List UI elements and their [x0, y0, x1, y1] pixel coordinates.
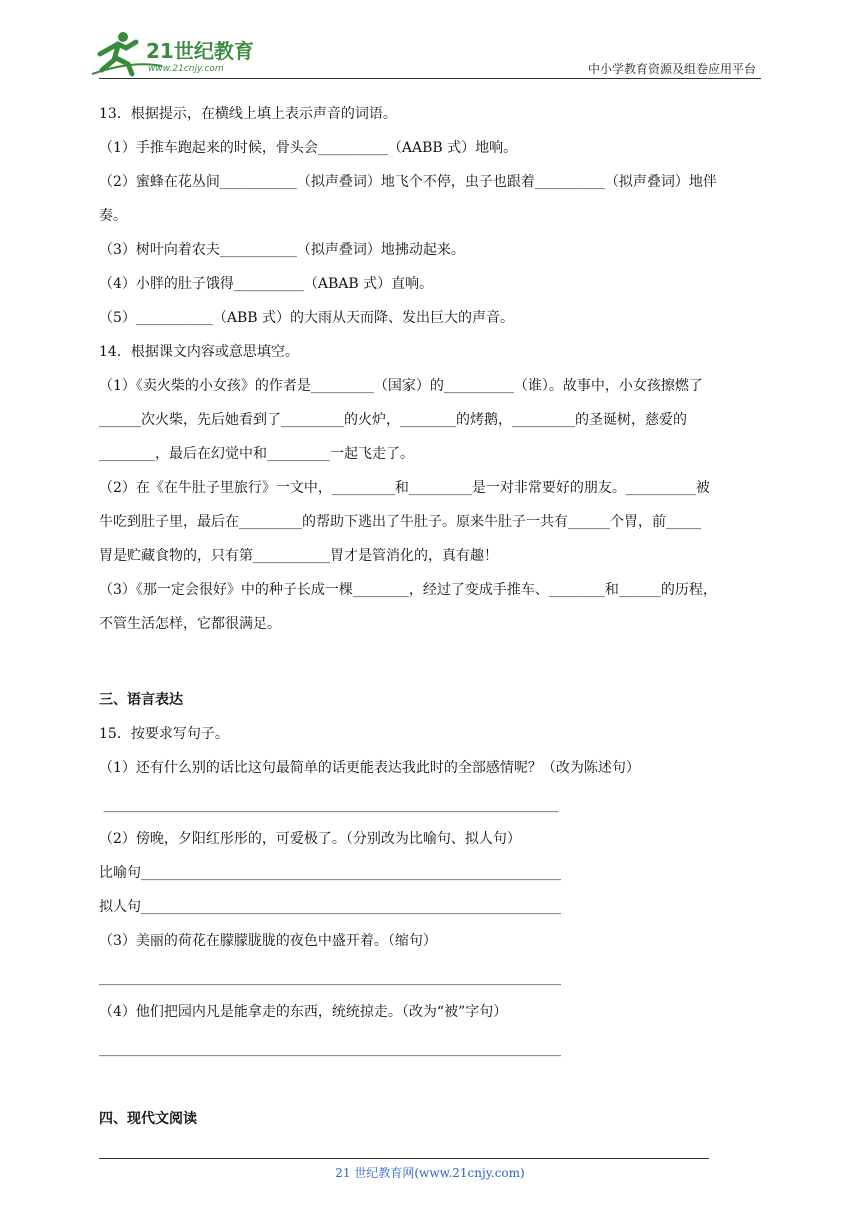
q15-item-1: （1）还有什么别的话比这句最简单的话更能表达我此时的全部感情呢？（改为陈述句） — [99, 760, 640, 776]
footer-divider — [99, 1158, 709, 1159]
q13-item-4: （4）小胖的肚子饿得__________（ABAB 式）直响。 — [99, 276, 434, 292]
platform-title: 中小学教育资源及组卷应用平台 — [587, 62, 756, 76]
q15-item-2: （2）傍晚，夕阳红彤彤的，可爱极了。（分别改为比喻句、拟人句） — [99, 831, 521, 847]
q15-item-3-answer-line[interactable]: __________________________________________________________________ — [99, 970, 561, 986]
logo-url: www.21cnjy.com — [148, 64, 224, 74]
q14-title: 14．根据课文内容或意思填空。 — [99, 344, 299, 360]
q13-item-5: （5）___________（ABB 式）的大雨从天而降、发出巨大的声音。 — [99, 310, 515, 326]
logo-text: 21世纪教育 — [146, 39, 254, 63]
q14-item-1-cont2: ________，最后在幻觉中和_________一起飞走了。 — [99, 446, 414, 462]
q14-item-1-cont: ______次火柴，先后她看到了_________的火炉，________的烤鹅，_________的圣诞树，慈爱的 — [99, 412, 687, 428]
q15-simile-answer-line[interactable]: 比喻句____________________________________________________________ — [99, 865, 561, 881]
q15-item-3: （3）美丽的荷花在朦朦胧胧的夜色中盛开着。（缩句） — [99, 933, 437, 949]
q14-item-3: （3）《那一定会很好》中的种子长成一棵________，经过了变成手推车、________和______的历程， — [99, 582, 717, 598]
q13-title: 13．根据提示，在横线上填上表示声音的词语。 — [99, 106, 397, 122]
q14-item-2-cont2: 胃是贮藏食物的，只有第___________胃才是管消化的，真有趣！ — [99, 548, 498, 564]
q15-item-4-answer-line[interactable]: __________________________________________________________________ — [99, 1041, 561, 1057]
q15-item-1-answer-line[interactable]: _________________________________________________________________ — [99, 797, 559, 813]
q13-item-3: （3）树叶向着农夫___________（拟声叠词）地拂动起来。 — [99, 242, 465, 258]
footer-site-link[interactable]: 21 世纪教育网(www.21cnjy.com) — [335, 1166, 525, 1180]
q15-personification-answer-line[interactable]: 拟人句____________________________________________________________ — [99, 899, 561, 915]
q15-item-4: （4）他们把园内凡是能拿走的东西，统统掠走。（改为“被”字句） — [99, 1004, 508, 1020]
q14-item-2-cont: 牛吃到肚子里，最后在_________的帮助下逃出了牛肚子。原来牛肚子一共有______个胃，前_____ — [99, 514, 701, 530]
page-header — [0, 0, 860, 82]
header-divider — [99, 78, 761, 79]
site-logo — [92, 30, 262, 78]
q14-item-3-cont: 不管生活怎样，它都很满足。 — [99, 616, 281, 632]
q13-item-2: （2）蜜蜂在花丛间___________（拟声叠词）地飞个不停，虫子也跟着__________（拟声叠词）地伴 — [99, 174, 717, 190]
section-3-heading: 三、语言表达 — [99, 692, 183, 708]
q14-item-1: （1）《卖火柴的小女孩》的作者是_________（国家）的__________（谁）。故事中，小女孩擦燃了 — [99, 378, 703, 394]
q13-item-1: （1）手推车跑起来的时候，骨头会__________（AABB 式）地响。 — [99, 140, 518, 156]
section-4-heading: 四、现代文阅读 — [99, 1111, 197, 1127]
q14-item-2: （2）在《在牛肚子里旅行》一文中，_________和_________是一对非常要好的朋友。__________被 — [99, 480, 710, 496]
q13-item-2-cont: 奏。 — [99, 208, 127, 224]
document-body — [99, 104, 761, 1129]
q15-title: 15．按要求写句子。 — [99, 726, 229, 742]
